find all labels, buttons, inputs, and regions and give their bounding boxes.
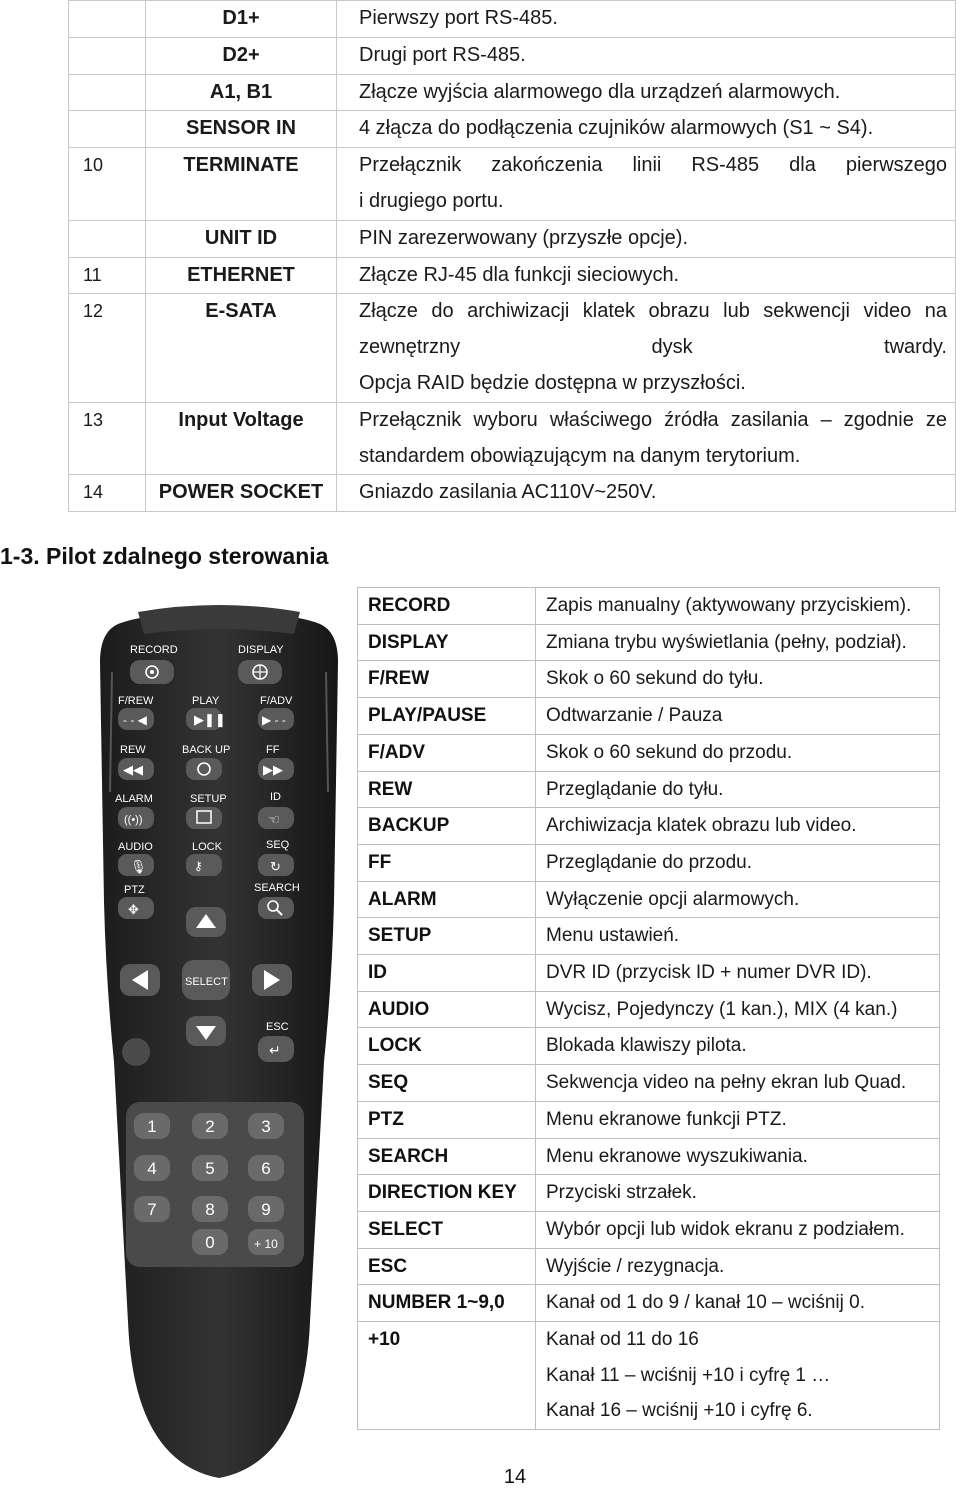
remote-button-row <box>358 661 940 698</box>
connector-row <box>69 1 956 38</box>
connector-description <box>337 74 956 111</box>
connector-number <box>69 220 146 257</box>
remote-button-name: NUMBER 1~9,0 <box>358 1285 536 1322</box>
description-line: Opcja RAID będzie dostępna w przyszłości. <box>359 371 746 394</box>
record-icon-dot <box>150 670 154 674</box>
fadv-label: F/ADV <box>260 695 293 707</box>
remote-button-row <box>358 1101 940 1138</box>
number-key-label: 0 <box>205 1233 215 1252</box>
remote-button-description <box>536 1065 940 1102</box>
remote-button-row <box>358 698 940 735</box>
description-line: Archiwizacja klatek obrazu lub video. <box>546 815 857 837</box>
connector-row <box>69 148 956 221</box>
lock-label: LOCK <box>192 841 222 853</box>
play-pause-icon: ▶❚❚ <box>194 712 226 727</box>
remote-button-description <box>536 1285 940 1322</box>
remote-button-name: PLAY/PAUSE <box>358 698 536 735</box>
seq-label: SEQ <box>266 839 290 851</box>
connector-number: 10 <box>69 148 146 221</box>
connector-name: D1+ <box>146 1 337 38</box>
remote-button-description <box>536 1248 940 1285</box>
description-line: Złącze do archiwizacji klatek obrazu lub sekwencji video na <box>359 300 947 323</box>
description-line: DVR ID (przycisk ID + numer DVR ID). <box>546 962 872 984</box>
ff-icon: ▶▶ <box>263 762 283 777</box>
number-key-label: 1 <box>147 1117 157 1136</box>
remote-button-description <box>536 624 940 661</box>
description-line: Wyłączenie opcji alarmowych. <box>546 888 800 910</box>
description-line: Blokada klawiszy pilota. <box>546 1035 747 1057</box>
description-line: Przeglądanie do tyłu. <box>546 778 724 800</box>
description-line: Kanał od 1 do 9 / kanał 10 – wciśnij 0. <box>546 1292 865 1314</box>
remote-button-description <box>536 881 940 918</box>
description-line: Zapis manualny (aktywowany przyciskiem). <box>546 595 912 616</box>
frew-icon: - - ◀ <box>123 713 147 727</box>
section-title: 1-3. Pilot zdalnego sterowania <box>0 543 329 569</box>
description-line: Przełącznik zakończenia linii RS-485 dla pierwszego <box>359 154 947 177</box>
remote-button-row <box>358 844 940 881</box>
lock-button[interactable] <box>186 854 222 876</box>
remote-button-description <box>536 1322 940 1430</box>
remote-button-name: RECORD <box>358 588 536 625</box>
description-line: Przeglądanie do przodu. <box>546 851 752 873</box>
description-line: Wycisz, Pojedynczy (1 kan.), MIX (4 kan.) <box>546 998 898 1020</box>
connector-table-body <box>69 1 956 512</box>
remote-button-name: SETUP <box>358 918 536 955</box>
connector-row <box>69 220 956 257</box>
remote-button-name: FF <box>358 844 536 881</box>
connector-description <box>337 220 956 257</box>
number-key-label: 3 <box>261 1117 271 1136</box>
remote-button-description <box>536 1138 940 1175</box>
number-key-label: 7 <box>147 1200 157 1219</box>
connector-name: A1, B1 <box>146 74 337 111</box>
page-number: 14 <box>503 1466 527 1488</box>
remote-button-name: SEARCH <box>358 1138 536 1175</box>
display-label: DISPLAY <box>238 644 284 656</box>
connector-row <box>69 257 956 294</box>
remote-button-description <box>536 734 940 771</box>
connector-number <box>69 37 146 74</box>
connector-name: TERMINATE <box>146 148 337 221</box>
ptz-arrows-icon: ✥ <box>128 902 139 917</box>
fadv-icon: ▶ - - <box>262 713 286 727</box>
remote-button-name: BACKUP <box>358 808 536 845</box>
remote-buttons-table-body <box>358 588 940 1430</box>
connector-name: D2+ <box>146 37 337 74</box>
backup-button[interactable] <box>186 758 222 780</box>
connector-number: 12 <box>69 294 146 402</box>
esc-label: ESC <box>266 1021 289 1033</box>
remote-button-name: SEQ <box>358 1065 536 1102</box>
description-line: 4 złącza do podłączenia czujników alarmowych (S1 ~ S4). <box>359 117 874 140</box>
connector-name: Input Voltage <box>146 402 337 475</box>
remote-button-name: ALARM <box>358 881 536 918</box>
remote-button-name: DISPLAY <box>358 624 536 661</box>
remote-button-name: DIRECTION KEY <box>358 1175 536 1212</box>
ptz-label: PTZ <box>124 884 145 896</box>
number-key-label: 2 <box>205 1117 215 1136</box>
remote-button-name: +10 <box>358 1322 536 1430</box>
remote-button-description <box>536 771 940 808</box>
connector-description <box>337 148 956 221</box>
enter-return-icon: ↵ <box>269 1042 281 1058</box>
search-label: SEARCH <box>254 882 300 894</box>
remote-button-description <box>536 844 940 881</box>
connector-number: 11 <box>69 257 146 294</box>
setup-label: SETUP <box>190 793 227 805</box>
description-line: Kanał 11 – wciśnij +10 i cyfrę 1 … <box>546 1364 831 1386</box>
description-line: Skok o 60 sekund do tyłu. <box>546 668 764 690</box>
description-line: Menu ekranowe wyszukiwania. <box>546 1145 808 1167</box>
remote-button-row <box>358 1175 940 1212</box>
description-line: Pierwszy port RS-485. <box>359 7 558 29</box>
description-line: Wybór opcji lub widok ekranu z podziałem. <box>546 1218 905 1240</box>
remote-button-description <box>536 1028 940 1065</box>
remote-button-row <box>358 1211 940 1248</box>
remote-control-illustration <box>88 602 350 1482</box>
connector-row <box>69 74 956 111</box>
connector-name: E-SATA <box>146 294 337 402</box>
description-line: Złącze RJ-45 dla funkcji sieciowych. <box>359 263 680 286</box>
remote-button-row <box>358 588 940 625</box>
rew-icon: ◀◀ <box>123 762 143 777</box>
remote-button-row <box>358 808 940 845</box>
description-line: i drugiego portu. <box>359 189 504 212</box>
alarm-icon: ((•)) <box>124 814 143 826</box>
id-label: ID <box>270 791 281 803</box>
connector-name: SENSOR IN <box>146 111 337 148</box>
remote-button-description <box>536 1175 940 1212</box>
frew-label: F/REW <box>118 695 154 707</box>
seq-icon: ↻ <box>270 859 281 874</box>
remote-button-row <box>358 955 940 992</box>
remote-button-name: ID <box>358 955 536 992</box>
id-hand-icon: ☜ <box>268 812 280 827</box>
description-line: zewnętrzny dysk twardy. <box>359 336 947 359</box>
ff-label: FF <box>266 744 280 756</box>
remote-button-name: SELECT <box>358 1211 536 1248</box>
description-line: standardem obowiązującym na danym terytorium. <box>359 444 801 467</box>
backup-label: BACK UP <box>182 744 231 756</box>
connector-description <box>337 111 956 148</box>
remote-button-row <box>358 734 940 771</box>
number-key-label: 6 <box>261 1159 271 1178</box>
connector-description <box>337 475 956 512</box>
description-line: Zmiana trybu wyświetlania (pełny, podział). <box>546 631 907 653</box>
remote-button-description <box>536 808 940 845</box>
description-line: Przełącznik wyboru właściwego źródła zasilania – zgodnie ze <box>359 408 947 431</box>
remote-button-description <box>536 1101 940 1138</box>
select-label: SELECT <box>185 976 228 988</box>
description-line: Kanał od 11 do 16 <box>546 1329 699 1351</box>
audio-label: AUDIO <box>118 841 153 853</box>
remote-button-name: ESC <box>358 1248 536 1285</box>
connector-row <box>69 294 956 402</box>
remote-button-name: F/ADV <box>358 734 536 771</box>
remote-button-row <box>358 881 940 918</box>
connector-row <box>69 475 956 512</box>
remote-button-row <box>358 1065 940 1102</box>
description-line: Gniazdo zasilania AC110V~250V. <box>359 481 657 504</box>
connector-number: 13 <box>69 402 146 475</box>
remote-button-description <box>536 698 940 735</box>
description-line: Kanał 16 – wciśnij +10 i cyfrę 6. <box>546 1400 813 1422</box>
record-label: RECORD <box>130 644 178 656</box>
description-line: Odtwarzanie / Pauza <box>546 705 723 727</box>
number-key-label: 9 <box>261 1200 271 1219</box>
search-button[interactable] <box>258 897 294 919</box>
description-line: Menu ekranowe funkcji PTZ. <box>546 1108 787 1130</box>
description-line: Sekwencja video na pełny ekran lub Quad. <box>546 1072 907 1094</box>
remote-buttons-table <box>357 587 940 1430</box>
connector-description <box>337 37 956 74</box>
remote-button-description <box>536 588 940 625</box>
connector-number <box>69 74 146 111</box>
blank-round-button[interactable] <box>122 1038 150 1066</box>
description-line: Wyjście / rezygnacja. <box>546 1255 725 1277</box>
connector-name: ETHERNET <box>146 257 337 294</box>
remote-button-row <box>358 991 940 1028</box>
remote-button-name: LOCK <box>358 1028 536 1065</box>
remote-button-description <box>536 991 940 1028</box>
remote-button-row <box>358 918 940 955</box>
alarm-label: ALARM <box>115 793 153 805</box>
connector-description <box>337 1 956 38</box>
microphone-icon: 🎙 <box>130 859 147 874</box>
number-key-label: 8 <box>205 1200 215 1219</box>
connector-table <box>68 0 956 512</box>
key-icon: ⚷ <box>194 859 203 873</box>
connector-description <box>337 294 956 402</box>
number-key-label: 4 <box>147 1159 157 1178</box>
connector-row <box>69 111 956 148</box>
remote-button-row <box>358 771 940 808</box>
description-line: PIN zarezerwowany (przyszłe opcje). <box>359 226 688 249</box>
remote-button-name: F/REW <box>358 661 536 698</box>
number-key-label: 5 <box>205 1159 215 1178</box>
remote-button-row <box>358 1248 940 1285</box>
description-line: Złącze wyjścia alarmowego dla urządzeń alarmowych. <box>359 80 841 103</box>
description-line: Przyciski strzałek. <box>546 1182 697 1204</box>
connector-description <box>337 257 956 294</box>
remote-button-row <box>358 1322 940 1430</box>
number-key-label: + 10 <box>254 1237 278 1251</box>
connector-description <box>337 402 956 475</box>
remote-button-row <box>358 1028 940 1065</box>
remote-button-row <box>358 1285 940 1322</box>
connector-number: 14 <box>69 475 146 512</box>
description-line: Menu ustawień. <box>546 925 680 947</box>
remote-button-description <box>536 955 940 992</box>
remote-button-description <box>536 661 940 698</box>
remote-button-name: REW <box>358 771 536 808</box>
play-label: PLAY <box>192 695 220 707</box>
remote-button-row <box>358 624 940 661</box>
remote-button-name: AUDIO <box>358 991 536 1028</box>
remote-button-row <box>358 1138 940 1175</box>
description-line: Drugi port RS-485. <box>359 43 526 66</box>
connector-number <box>69 111 146 148</box>
rew-label: REW <box>120 744 146 756</box>
connector-row <box>69 37 956 74</box>
description-line: Skok o 60 sekund do przodu. <box>546 741 793 763</box>
connector-name: POWER SOCKET <box>146 475 337 512</box>
connector-name: UNIT ID <box>146 220 337 257</box>
remote-button-description <box>536 918 940 955</box>
remote-button-description <box>536 1211 940 1248</box>
connector-number <box>69 1 146 38</box>
remote-button-name: PTZ <box>358 1101 536 1138</box>
connector-row <box>69 402 956 475</box>
